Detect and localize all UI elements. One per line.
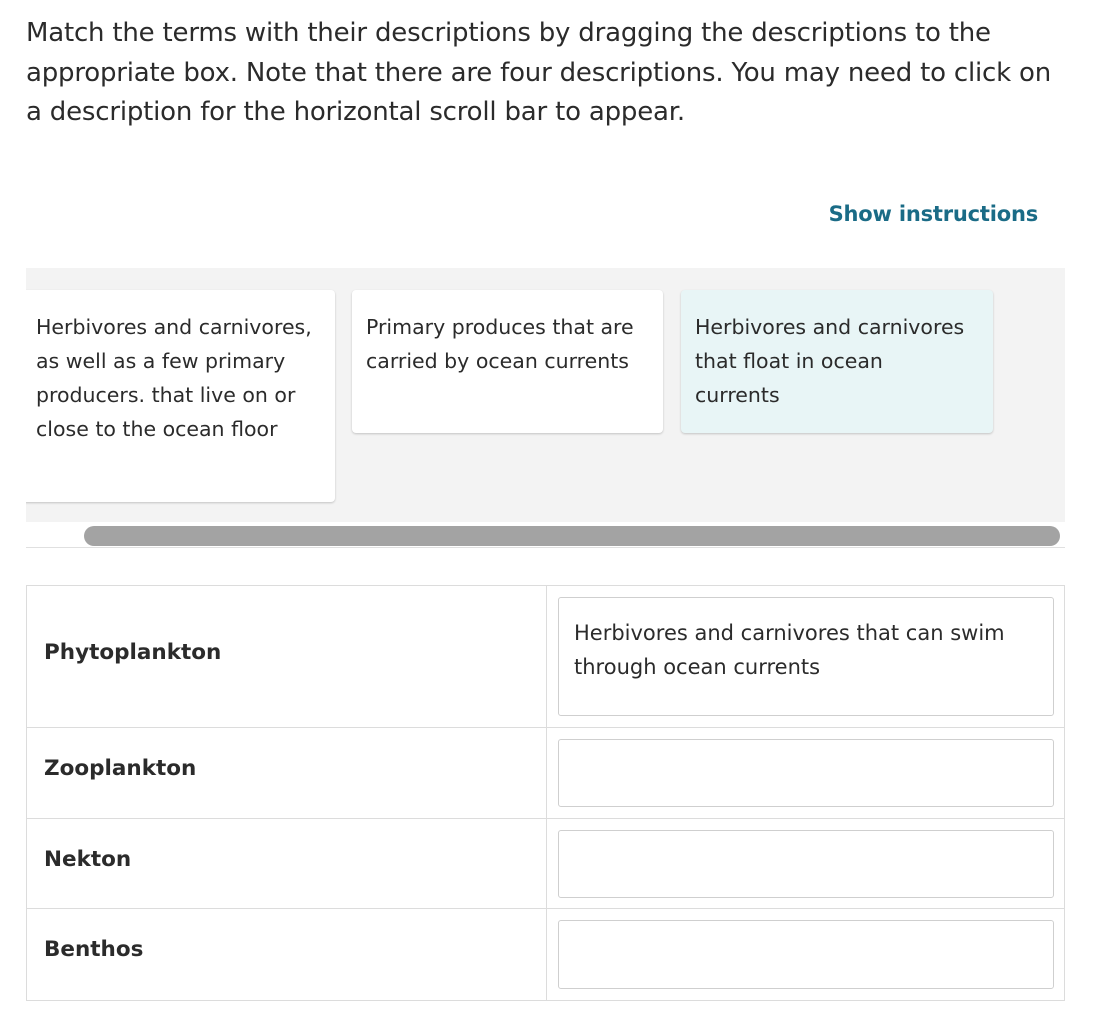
description-card-text: Primary produces that are carried by ocean currents [366, 315, 634, 373]
drop-zone[interactable] [558, 920, 1054, 989]
match-row [27, 728, 1064, 819]
match-row [27, 909, 1064, 1000]
term-label: Nekton [44, 847, 132, 872]
drop-zone-filled[interactable] [558, 597, 1054, 716]
description-card-text: Herbivores and carnivores that float in ocean currents [695, 315, 965, 407]
dropped-description[interactable]: Herbivores and carnivores that can swim through ocean currents [574, 621, 1005, 679]
term-label: Benthos [44, 937, 144, 962]
description-card[interactable] [352, 290, 663, 433]
description-bank[interactable] [26, 268, 1065, 522]
term-label: Zooplankton [44, 756, 197, 781]
term-label: Phytoplankton [44, 640, 222, 665]
drop-zone[interactable] [558, 830, 1054, 898]
drop-zone[interactable] [558, 739, 1054, 807]
question-prompt: Match the terms with their descriptions by dragging the descriptions to the appropriate box. Note that there are four descriptions. You may need to click on a description for the horizontal scroll bar to appear. [26, 18, 1052, 127]
description-card-text: Herbivores and carnivores, as well as a few primary producers. that live on or close to the ocean floor [36, 315, 312, 441]
description-card[interactable] [26, 290, 335, 502]
match-table [26, 585, 1065, 1001]
show-instructions-link[interactable]: Show instructions [828, 202, 1038, 226]
match-row [27, 819, 1064, 909]
scrollbar-thumb[interactable] [84, 526, 1060, 546]
match-row [27, 586, 1064, 728]
description-card-selected[interactable] [681, 290, 993, 433]
horizontal-scrollbar[interactable] [26, 522, 1065, 548]
